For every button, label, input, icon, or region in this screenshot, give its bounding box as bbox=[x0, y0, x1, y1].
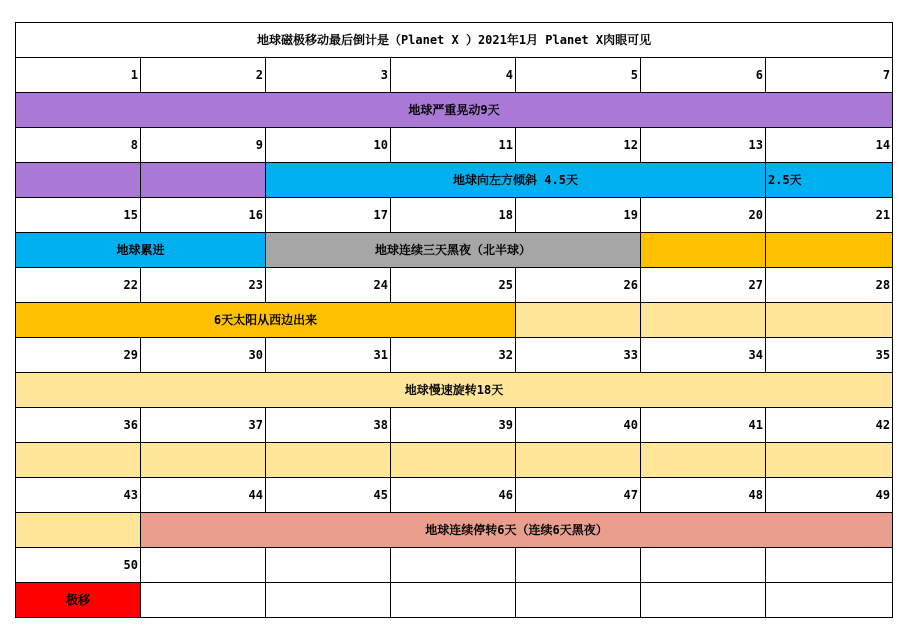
event-slow-rotation-cell[interactable] bbox=[141, 443, 266, 478]
event-row-8 bbox=[16, 583, 893, 618]
day-cell[interactable]: 14 bbox=[766, 128, 893, 163]
day-cell[interactable]: 30 bbox=[141, 338, 266, 373]
event-tilt-extra[interactable]: 2.5天 bbox=[766, 163, 893, 198]
day-cell[interactable]: 38 bbox=[266, 408, 391, 443]
event-row-3 bbox=[16, 233, 893, 268]
day-cell[interactable]: 26 bbox=[516, 268, 641, 303]
day-row-5 bbox=[16, 338, 893, 373]
day-cell[interactable]: 27 bbox=[641, 268, 766, 303]
event-sun-west[interactable]: 6天太阳从西边出来 bbox=[16, 303, 516, 338]
title-row bbox=[16, 23, 893, 58]
day-cell[interactable]: 29 bbox=[16, 338, 141, 373]
day-row-8 bbox=[16, 548, 893, 583]
countdown-calendar-table bbox=[15, 22, 893, 618]
day-cell[interactable]: 6 bbox=[641, 58, 766, 93]
day-cell[interactable]: 24 bbox=[266, 268, 391, 303]
event-shake[interactable]: 地球严重晃动9天 bbox=[16, 93, 893, 128]
event-sun-west-cell[interactable] bbox=[641, 233, 766, 268]
day-row-3 bbox=[16, 198, 893, 233]
day-row-2 bbox=[16, 128, 893, 163]
day-cell[interactable] bbox=[641, 548, 766, 583]
day-cell[interactable] bbox=[391, 548, 516, 583]
day-cell[interactable]: 18 bbox=[391, 198, 516, 233]
day-cell[interactable]: 47 bbox=[516, 478, 641, 513]
day-cell[interactable]: 44 bbox=[141, 478, 266, 513]
day-cell[interactable]: 7 bbox=[766, 58, 893, 93]
day-cell[interactable]: 25 bbox=[391, 268, 516, 303]
day-cell[interactable]: 22 bbox=[16, 268, 141, 303]
day-cell[interactable]: 15 bbox=[16, 198, 141, 233]
empty-cell[interactable] bbox=[641, 583, 766, 618]
day-cell[interactable]: 19 bbox=[516, 198, 641, 233]
day-cell[interactable]: 17 bbox=[266, 198, 391, 233]
day-row-4 bbox=[16, 268, 893, 303]
day-row-1 bbox=[16, 58, 893, 93]
event-slow-rotation-cell[interactable] bbox=[391, 443, 516, 478]
event-slow-rotation-cell[interactable] bbox=[641, 303, 766, 338]
day-cell[interactable]: 46 bbox=[391, 478, 516, 513]
day-cell[interactable]: 1 bbox=[16, 58, 141, 93]
event-slow-rotation[interactable]: 地球慢速旋转18天 bbox=[16, 373, 893, 408]
event-slow-rotation-cell[interactable] bbox=[516, 443, 641, 478]
day-cell[interactable]: 41 bbox=[641, 408, 766, 443]
day-cell[interactable]: 31 bbox=[266, 338, 391, 373]
event-shake-cell[interactable] bbox=[141, 163, 266, 198]
empty-cell[interactable] bbox=[391, 583, 516, 618]
day-cell[interactable]: 4 bbox=[391, 58, 516, 93]
event-row-5 bbox=[16, 373, 893, 408]
day-cell[interactable]: 36 bbox=[16, 408, 141, 443]
event-slow-rotation-cell[interactable] bbox=[516, 303, 641, 338]
day-cell[interactable]: 40 bbox=[516, 408, 641, 443]
event-slow-rotation-cell[interactable] bbox=[641, 443, 766, 478]
day-cell[interactable]: 35 bbox=[766, 338, 893, 373]
day-cell[interactable]: 48 bbox=[641, 478, 766, 513]
sheet-title[interactable]: 地球磁极移动最后倒计是（Planet X ）2021年1月 Planet X肉眼可见 bbox=[16, 23, 893, 58]
day-row-7 bbox=[16, 478, 893, 513]
day-cell[interactable]: 11 bbox=[391, 128, 516, 163]
event-row-7 bbox=[16, 513, 893, 548]
day-cell[interactable]: 3 bbox=[266, 58, 391, 93]
day-cell[interactable]: 28 bbox=[766, 268, 893, 303]
event-slow-rotation-cell[interactable] bbox=[16, 443, 141, 478]
day-cell[interactable]: 8 bbox=[16, 128, 141, 163]
event-row-1 bbox=[16, 93, 893, 128]
event-slow-rotation-cell[interactable] bbox=[766, 303, 893, 338]
empty-cell[interactable] bbox=[141, 583, 266, 618]
event-row-4 bbox=[16, 303, 893, 338]
day-cell[interactable]: 23 bbox=[141, 268, 266, 303]
event-pole-shift[interactable]: 极移 bbox=[16, 583, 141, 618]
day-cell[interactable]: 49 bbox=[766, 478, 893, 513]
day-cell[interactable]: 43 bbox=[16, 478, 141, 513]
day-cell[interactable]: 42 bbox=[766, 408, 893, 443]
day-cell[interactable] bbox=[141, 548, 266, 583]
day-cell[interactable]: 13 bbox=[641, 128, 766, 163]
day-cell[interactable]: 5 bbox=[516, 58, 641, 93]
empty-cell[interactable] bbox=[516, 583, 641, 618]
event-shake-cell[interactable] bbox=[16, 163, 141, 198]
day-cell[interactable]: 50 bbox=[16, 548, 141, 583]
day-cell[interactable] bbox=[266, 548, 391, 583]
day-cell[interactable]: 37 bbox=[141, 408, 266, 443]
day-cell[interactable]: 16 bbox=[141, 198, 266, 233]
day-cell[interactable]: 45 bbox=[266, 478, 391, 513]
event-slow-rotation-cell[interactable] bbox=[16, 513, 141, 548]
day-cell[interactable]: 34 bbox=[641, 338, 766, 373]
event-slow-rotation-cell[interactable] bbox=[766, 443, 893, 478]
day-cell[interactable]: 2 bbox=[141, 58, 266, 93]
event-advance[interactable]: 地球累进 bbox=[16, 233, 266, 268]
day-cell[interactable]: 33 bbox=[516, 338, 641, 373]
day-cell[interactable]: 12 bbox=[516, 128, 641, 163]
day-cell[interactable]: 21 bbox=[766, 198, 893, 233]
event-slow-rotation-cell[interactable] bbox=[266, 443, 391, 478]
day-row-6 bbox=[16, 408, 893, 443]
empty-cell[interactable] bbox=[766, 583, 893, 618]
day-cell[interactable] bbox=[766, 548, 893, 583]
event-tilt-left[interactable]: 地球向左方倾斜 4.5天 bbox=[266, 163, 766, 198]
empty-cell[interactable] bbox=[266, 583, 391, 618]
day-cell[interactable]: 9 bbox=[141, 128, 266, 163]
day-cell[interactable]: 39 bbox=[391, 408, 516, 443]
day-cell[interactable]: 10 bbox=[266, 128, 391, 163]
day-cell[interactable]: 20 bbox=[641, 198, 766, 233]
event-stop-rotation[interactable]: 地球连续停转6天（连续6天黑夜） bbox=[141, 513, 893, 548]
event-dark-north[interactable]: 地球连续三天黑夜（北半球） bbox=[266, 233, 641, 268]
event-row-6 bbox=[16, 443, 893, 478]
event-sun-west-cell[interactable] bbox=[766, 233, 893, 268]
event-row-2 bbox=[16, 163, 893, 198]
day-cell[interactable] bbox=[516, 548, 641, 583]
day-cell[interactable]: 32 bbox=[391, 338, 516, 373]
